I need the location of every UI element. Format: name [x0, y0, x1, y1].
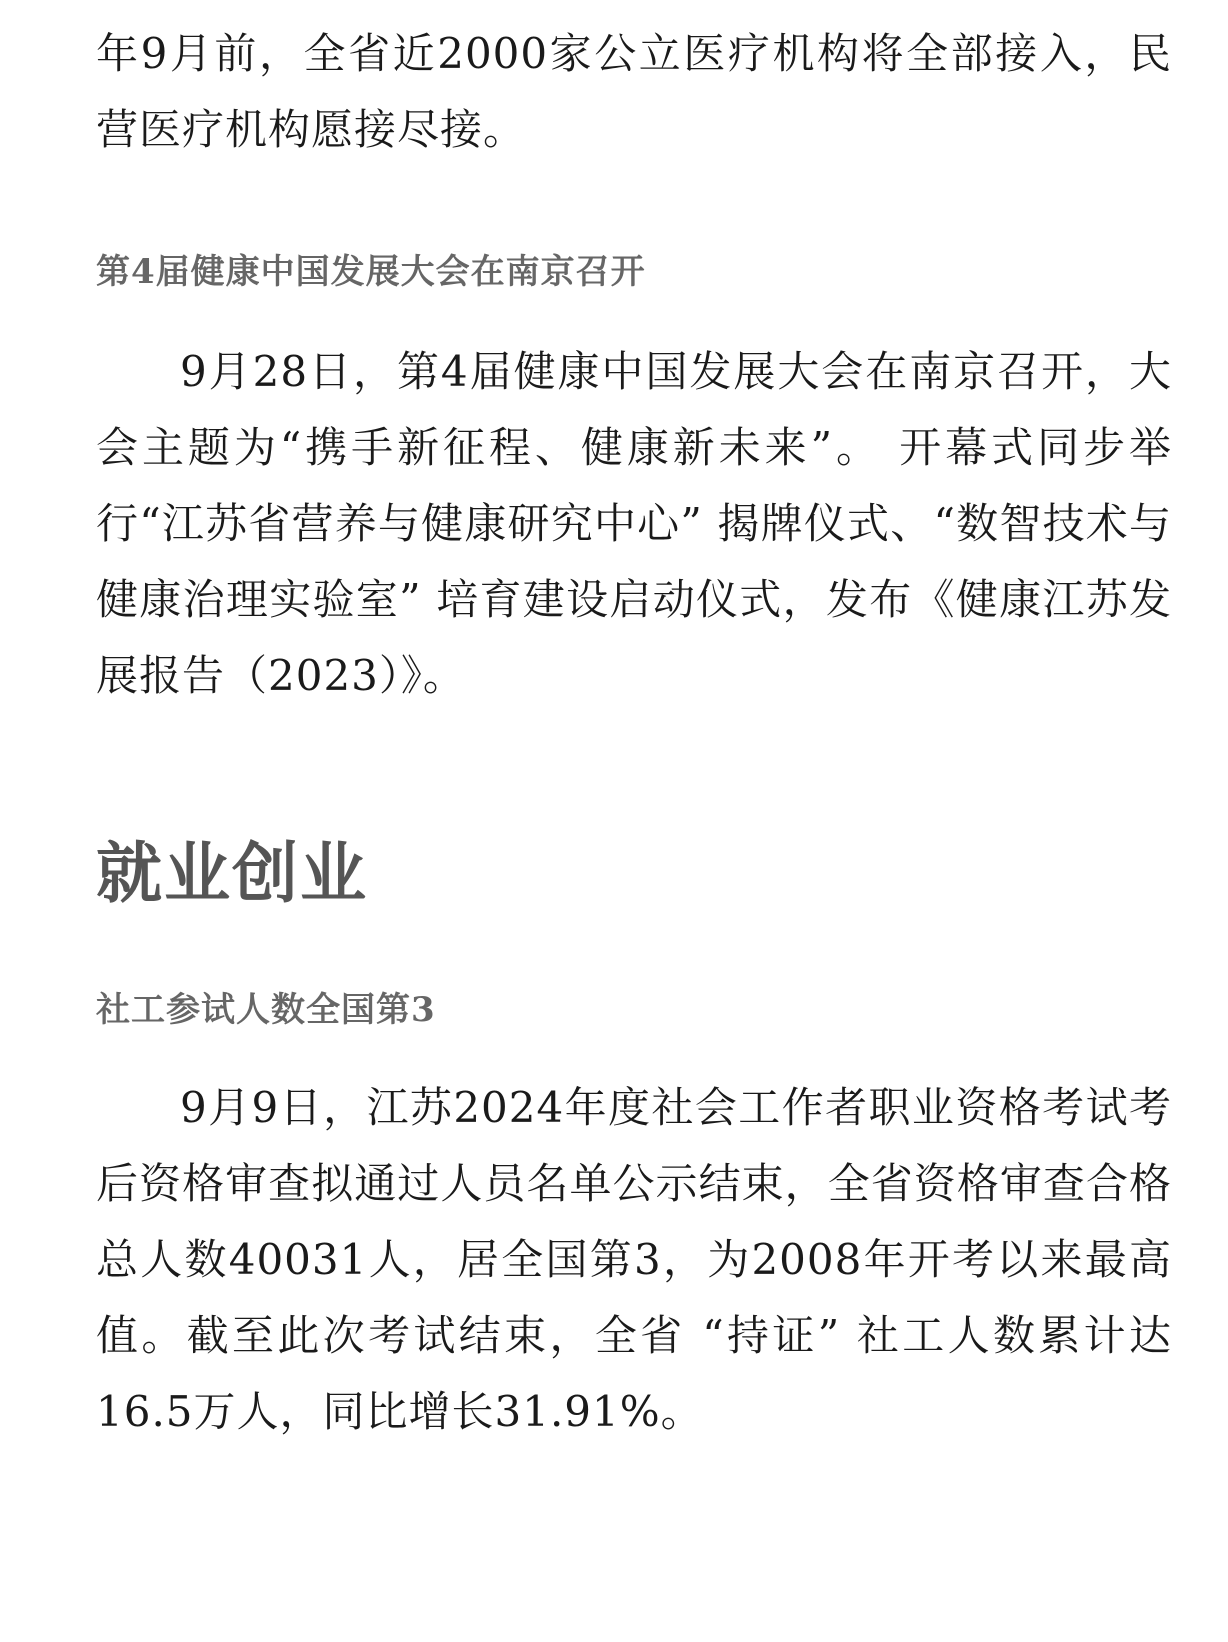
congress-heading: 第4届健康中国发展大会在南京召开	[96, 252, 646, 292]
social-work-heading: 社工参试人数全国第3	[96, 990, 436, 1030]
employment-section-title: 就业创业	[96, 835, 368, 912]
congress-paragraph: 9月28日，第4届健康中国发展大会在南京召开，大会主题为“携手新征程、健康新未来”。 开幕式同步举行“江苏省营养与健康研究中心” 揭牌仪式、“数智技术与健康治理实验室” 培育建设启动仪式，发布《健康江苏发展报告（2023）》。	[96, 347, 1172, 700]
social-work-paragraph: 9月9日，江苏2024年度社会工作者职业资格考试考后资格审查拟通过人员名单公示结束，全省资格审查合格总人数40031人，居全国第3，为2008年开考以来最高值。截至此次考试结束，全省 “持证” 社工人数累计达16.5万人，同比增长31.91%。	[96, 1083, 1172, 1436]
continued-paragraph: 年9月前，全省近2000家公立医疗机构将全部接入，民营医疗机构愿接尽接。	[96, 29, 1172, 154]
